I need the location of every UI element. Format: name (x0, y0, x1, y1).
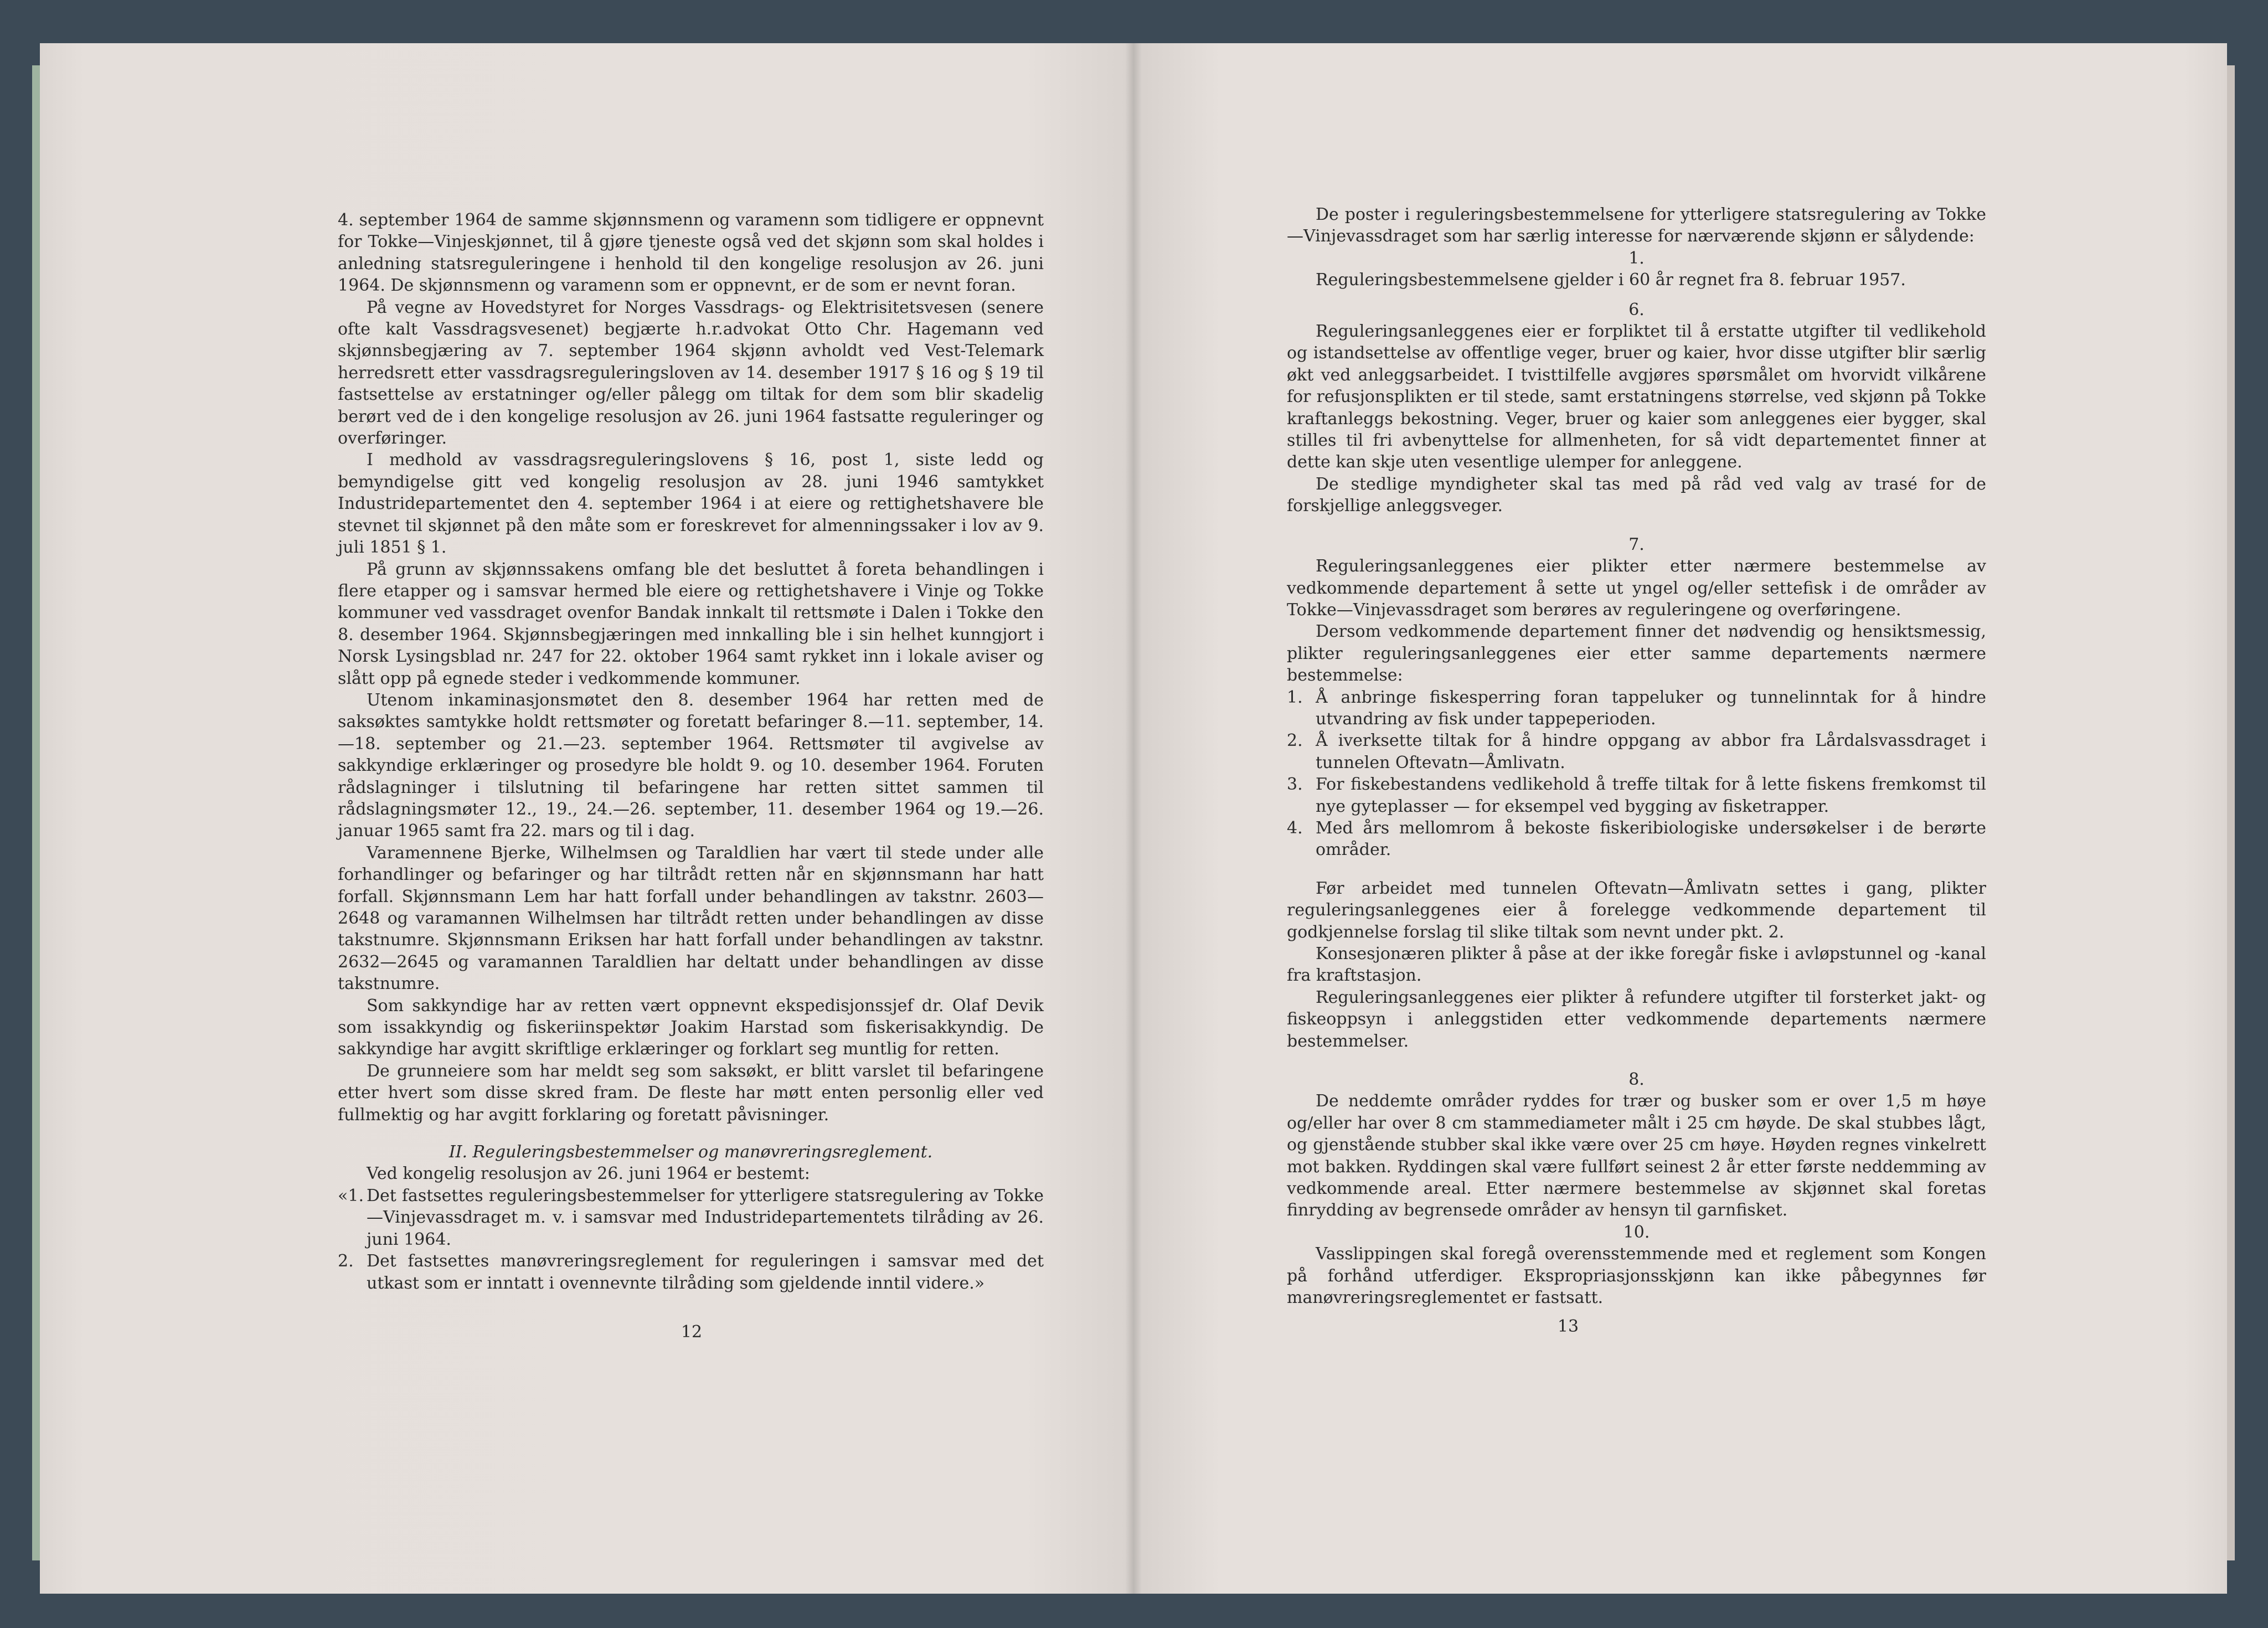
paragraph: I medhold av vassdragsreguleringslovens § 16, post 1, siste ledd og bemyndigelse gitt ved kongelig resolusjon av 28. juni 1946 samtykket Industridepartementet den 4. september 1964 i at eiere og rettighetshavere ble stevnet til skjønnet på den måte som er foreskrevet for almenningssaker i lov av 9. juli 1851 § 1. (338, 450, 1044, 558)
list-item-text: For fiskebestandens vedlikehold å treffe tiltak for å lette fiskens fremkomst til nye gyteplasser — for eksempel ved bygging av fisketrapper. (1316, 775, 1986, 816)
list-item-number: 1. (1287, 687, 1303, 707)
paragraph: Vasslippingen skal foregå overensstemmende med et reglement som Kongen på forhånd utferdiger. Ekspropriasjonsskjønn kan ikke påbegynnes før manøvreringsreglementet er fastsatt. (1287, 1244, 1986, 1308)
section-title: II. Reguleringsbestemmelser og manøvreringsreglement. (449, 1142, 933, 1162)
section-number: 10. (1623, 1222, 1650, 1242)
page-number: 12 (681, 1322, 703, 1342)
list-item-text: Å iverksette tiltak for å hindre oppgang av abbor fra Lårdalsvassdraget i tunnelen Oftevatn—Åmlivatn. (1316, 731, 1986, 772)
list-item-number: «1. (338, 1186, 364, 1205)
section-number: 7. (1628, 534, 1645, 554)
list-item-text: Å anbringe fiskesperring foran tappeluker og tunnelinntak for å hindre utvandring av fisk under tappeperioden. (1316, 687, 1986, 729)
section-intro: Ved kongelig resolusjon av 26. juni 1964 er bestemt: (367, 1164, 810, 1184)
paragraph: På grunn av skjønnssakens omfang ble det besluttet å foreta behandlingen i flere etapper og i samsvar hermed ble eiere og rettighetshavere i Vinje og Tokke kommuner ved vassdraget ovenfor Bandak innkalt til rettsmøte i Dalen i Tokke den 8. desember 1964. Skjønnsbegjæringen med innkalling ble i sin helhet kunngjort i Norsk Lysingsblad nr. 247 for 22. oktober 1964 samt rykket inn i lokale aviser og slått opp på egnede steder i vedkommende kommuner. (338, 559, 1044, 688)
page-edge (2227, 65, 2235, 1560)
paragraph: Reguleringsanleggenes eier plikter å refundere utgifter til forsterket jakt- og fiskeoppsyn i anleggstiden etter vedkommende departements nærmere bestemmelser. (1287, 987, 1986, 1051)
list-item-text: Det fastsettes reguleringsbestemmelser for ytterligere statsregulering av Tokke—Vinjevassdraget m. v. i samsvar med Industridepartementets tilråding av 26. juni 1964. (367, 1186, 1044, 1249)
paragraph: På vegne av Hovedstyret for Norges Vassdrags- og Elektrisitetsvesen (senere ofte kalt Vassdragsvesenet) begjærte h.r.advokat Otto Chr. Hagemann ved skjønnsbegjæring av 7. september 1964 skjønn avholdt ved Vest-Telemark herredsrett etter vassdragsreguleringsloven av 14. desember 1917 § 16 og § 19 til fastsettelse av erstatninger og/eller pålegg om tiltak for dem som blir skadelig berørt ved de i den kongelige resolusjon av 26. juni 1964 fastsatte reguleringer og overføringer. (338, 297, 1044, 449)
intro-paragraph: De poster i reguleringsbestemmelsene for ytterligere statsregulering av Tokke—Vinjevassdraget som har særlig interesse for nærværende skjønn er sålydende: (1287, 205, 1986, 246)
book-gutter (1125, 43, 1142, 1594)
paragraph: Varamennene Bjerke, Wilhelmsen og Taraldlien har vært til stede under alle forhandlinger og befaringer og har tiltrådt retten når en skjønnsmann har hatt forfall. Skjønnsmann Lem har hatt forfall under behandlingen av takstnr. 2603—2648 og varamannen Wilhelmsen har tiltrådt retten under behandlingen av disse takstnumre. Skjønnsmann Eriksen har hatt forfall under behandlingen av takstnr. 2632—2645 og varamannen Taraldlien har deltatt under behandlingen av disse takstnumre. (338, 843, 1044, 994)
list-item (1287, 774, 1986, 817)
paragraph: Konsesjonæren plikter å påse at der ikke foregår fiske i avløpstunnel og -kanal fra kraftstasjon. (1287, 944, 1986, 986)
left-text-column (338, 209, 1044, 1294)
list-item-text: Med års mellomrom å bekoste fiskeribiologiske undersøkelser i de berørte områder. (1316, 818, 1986, 860)
paragraph: De stedlige myndigheter skal tas med på råd ved valg av trasé for de forskjellige anleggsveger. (1287, 474, 1986, 516)
right-text-column (1287, 204, 1986, 1309)
page-number: 13 (1557, 1317, 1579, 1336)
document-spread (40, 43, 2227, 1594)
paragraph: De grunneiere som har meldt seg som saksøkt, er blitt varslet til befaringene etter hvert som disse skred fram. De fleste har møtt enten personlig eller ved fullmektig og har avgitt forklaring og foretatt påvisninger. (338, 1061, 1044, 1125)
list-item (1287, 687, 1986, 730)
paragraph: 4. september 1964 de samme skjønnsmenn og varamenn som tidligere er oppnevnt for Tokke—Vinjeskjønnet, til å gjøre tjeneste også ved det skjønn som skal holdes i anledning statsreguleringene i henhold til den kongelige resolusjon av 26. juni 1964. De skjønnsmenn og varamenn som er oppnevnt, er de som er nevnt foran. (338, 210, 1044, 296)
right-page (1133, 43, 2227, 1594)
list-item (1287, 817, 1986, 861)
paragraph: Før arbeidet med tunnelen Oftevatn—Åmlivatn settes i gang, plikter reguleringsanleggenes eier å forelegge vedkommende departement til godkjennelse forslag til slike tiltak som nevnt under pkt. 2. (1287, 878, 1986, 942)
section-number: 8. (1628, 1070, 1645, 1090)
paragraph: Reguleringsbestemmelsene gjelder i 60 år regnet fra 8. februar 1957. (1316, 270, 1906, 290)
list-item (338, 1185, 1044, 1250)
list-item (338, 1250, 1044, 1294)
paragraph: Som sakkyndige har av retten vært oppnevnt ekspedisjonssjef dr. Olaf Devik som issakkyndig og fiskeriinspektør Joakim Harstad som fiskerisakkyndig. De sakkyndige har avgitt skriftlige erklæringer og forklart seg muntlig for retten. (338, 996, 1044, 1059)
list-item (1287, 730, 1986, 774)
list-item-text: Det fastsettes manøvreringsreglement for reguleringen i samsvar med det utkast som er inntatt i ovennevnte tilråding som gjeldende inntil videre.» (367, 1251, 1044, 1293)
paragraph: Utenom inkaminasjonsmøtet den 8. desember 1964 har retten med de saksøktes samtykke holdt rettsmøter og foretatt befaringer 8.—11. september, 14.—18. september og 21.—23. september 1964. Rettsmøter til avgivelse av sakkyndige erklæringer og prosedyre ble holdt 9. og 10. desember 1964. Foruten rådslagninger i tilslutning til befaringene har retten sittet sammen til rådslagningsmøter 12., 19., 24.—26. september, 11. desember 1964 og 19.—26. januar 1965 samt fra 22. mars og til i dag. (338, 690, 1044, 841)
paragraph: Reguleringsanleggenes eier er forpliktet til å erstatte utgifter til vedlikehold og istandsettelse av offentlige veger, bruer og kaier, hvor disse utgifter blir særlig økt ved anleggsarbeidet. I tvisttilfelle avgjøres spørsmålet om hvorvidt vilkårene for refusjonsplikten er til stede, samt erstatningens størrelse, ved skjønn på Tokke kraftanleggs bekostning. Veger, bruer og kaier som anleggenes eier bygger, skal stilles til fri avbenyttelse for allmenheten, for så vidt departementet finner at dette kan skje uten vesentlige ulemper for anleggene. (1287, 322, 1986, 472)
paragraph: Dersom vedkommende departement finner det nødvendig og hensiktsmessig, plikter reguleringsanleggenes eier etter samme departements nærmere bestemmelse: (1287, 622, 1986, 686)
list-item-number: 2. (338, 1251, 354, 1271)
left-page (40, 43, 1133, 1594)
list-item-number: 4. (1287, 818, 1303, 838)
section-number: 6. (1628, 300, 1645, 320)
list-item-number: 2. (1287, 731, 1303, 751)
section-number: 1. (1628, 248, 1645, 268)
list-item-number: 3. (1287, 775, 1303, 795)
page-edge (32, 65, 40, 1560)
paragraph: Reguleringsanleggenes eier plikter etter nærmere bestemmelse av vedkommende departement å sette ut yngel og/eller settefisk i de områder av Tokke—Vinjevassdraget som berøres av reguleringene og overføringene. (1287, 557, 1986, 620)
paragraph: De neddemte områder ryddes for trær og busker som er over 1,5 m høye og/eller har over 8 cm stammediameter målt i 25 cm høyde. De skal stubbes lågt, og gjenstående stubber skal ikke være over 25 cm høye. Høyden regnes vinkelrett mot bakken. Ryddingen skal være fullført seinest 2 år etter første neddemming av vedkommende areal. Etter nærmere bestemmelse av skjønnet skal foretas finrydding av begrensede områder av hensyn til garnfisket. (1287, 1091, 1986, 1220)
